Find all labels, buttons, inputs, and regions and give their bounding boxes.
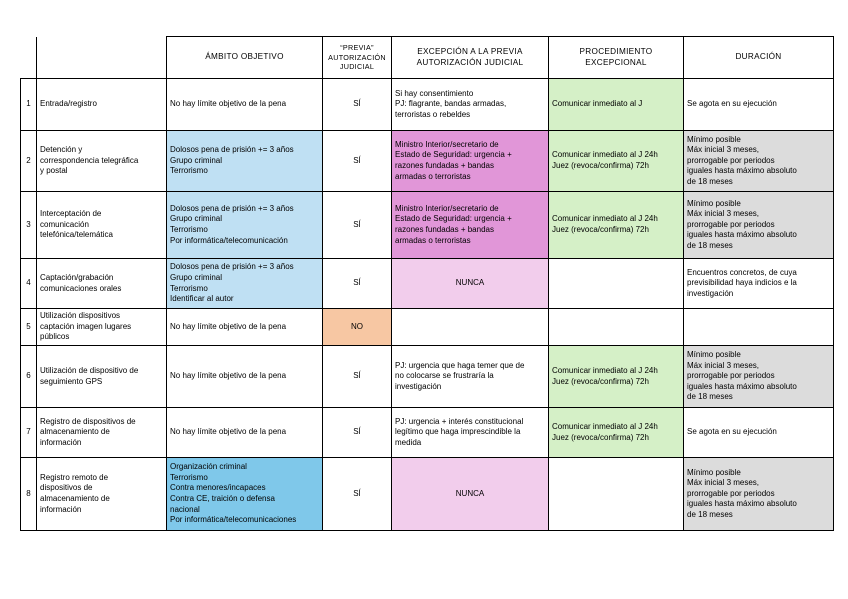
blank-header-cell (37, 37, 167, 79)
previa-cell: SÍ (323, 79, 392, 131)
header-procedimiento: PROCEDIMIENTO EXCEPCIONAL (549, 37, 684, 79)
table-row (21, 79, 834, 131)
excepcion-cell: NUNCA (392, 458, 549, 531)
excepcion-cell: NUNCA (392, 259, 549, 309)
medida-cell: Entrada/registro (37, 79, 167, 131)
procedimiento-cell (549, 259, 684, 309)
table-row (21, 458, 834, 531)
duracion-cell: Mínimo posible Máx inicial 3 meses, prorrogable por periodos iguales hasta máximo absoluto de 18 meses (684, 131, 834, 192)
excepcion-cell: PJ: urgencia que haga temer que de no colocarse se frustraría la investigación (392, 346, 549, 408)
medida-cell: Captación/grabación comunicaciones orales (37, 259, 167, 309)
medida-cell: Utilización de dispositivo de seguimiento GPS (37, 346, 167, 408)
medida-cell: Registro remoto de dispositivos de almacenamiento de información (37, 458, 167, 531)
procedimiento-cell: Comunicar inmediato al J 24h Juez (revoca/confirma) 72h (549, 192, 684, 259)
previa-cell: SÍ (323, 192, 392, 259)
table-row (21, 309, 834, 346)
excepcion-cell: PJ: urgencia + interés constitucional legítimo que haga imprescindible la medida (392, 408, 549, 458)
ambito-cell: No hay límite objetivo de la pena (167, 346, 323, 408)
excepcion-cell: Ministro Interior/secretario de Estado de Seguridad: urgencia + razones fundadas + bandas armadas o terroristas (392, 131, 549, 192)
ambito-cell: Organización criminal Terrorismo Contra menores/incapaces Contra CE, traición o defensa nacional Por informática/telecomunicaciones (167, 458, 323, 531)
previa-cell: SÍ (323, 408, 392, 458)
excepcion-cell (392, 309, 549, 346)
previa-cell: SÍ (323, 458, 392, 531)
ambito-cell: Dolosos pena de prisión += 3 años Grupo criminal Terrorismo (167, 131, 323, 192)
table-row (21, 259, 834, 309)
duracion-cell: Se agota en su ejecución (684, 408, 834, 458)
medida-cell: Interceptación de comunicación telefónica/telemática (37, 192, 167, 259)
ambito-cell: No hay límite objetivo de la pena (167, 309, 323, 346)
row-number: 4 (21, 259, 37, 309)
previa-cell: SÍ (323, 259, 392, 309)
procedimiento-cell: Comunicar inmediato al J 24h Juez (revoca/confirma) 72h (549, 346, 684, 408)
table-row (21, 131, 834, 192)
ambito-cell: Dolosos pena de prisión += 3 años Grupo criminal Terrorismo Por informática/telecomunicación (167, 192, 323, 259)
medida-cell: Utilización dispositivos captación imagen lugares públicos (37, 309, 167, 346)
header-excepcion: EXCEPCIÓN A LA PREVIA AUTORIZACIÓN JUDICIAL (392, 37, 549, 79)
ambito-cell: No hay límite objetivo de la pena (167, 408, 323, 458)
duracion-cell: Mínimo posible Máx inicial 3 meses, prorrogable por periodos iguales hasta máximo absoluto de 18 meses (684, 346, 834, 408)
procedimiento-cell (549, 309, 684, 346)
procedimiento-cell: Comunicar inmediato al J 24h Juez (revoca/confirma) 72h (549, 131, 684, 192)
header-ambito: ÁMBITO OBJETIVO (167, 37, 323, 79)
procedimiento-cell (549, 458, 684, 531)
header-row (21, 37, 834, 79)
medida-cell: Detención y correspondencia telegráfica y postal (37, 131, 167, 192)
excepcion-cell: Si hay consentimiento PJ: flagrante, bandas armadas, terroristas o rebeldes (392, 79, 549, 131)
comparison-table (20, 36, 834, 531)
table-row (21, 408, 834, 458)
procedimiento-cell: Comunicar inmediato al J (549, 79, 684, 131)
duracion-cell: Mínimo posible Máx inicial 3 meses, prorrogable por periodos iguales hasta máximo absoluto de 18 meses (684, 458, 834, 531)
previa-cell: SÍ (323, 131, 392, 192)
header-previa: “PREVIA” AUTORIZACIÓN JUDICIAL (323, 37, 392, 79)
row-number: 5 (21, 309, 37, 346)
table-row (21, 192, 834, 259)
medida-cell: Registro de dispositivos de almacenamiento de información (37, 408, 167, 458)
procedimiento-cell: Comunicar inmediato al J 24h Juez (revoca/confirma) 72h (549, 408, 684, 458)
row-number: 1 (21, 79, 37, 131)
row-number: 6 (21, 346, 37, 408)
ambito-cell: Dolosos pena de prisión += 3 años Grupo criminal Terrorismo Identificar al autor (167, 259, 323, 309)
excepcion-cell: Ministro Interior/secretario de Estado de Seguridad: urgencia + razones fundadas + bandas armadas o terroristas (392, 192, 549, 259)
header-duracion: DURACIÓN (684, 37, 834, 79)
duracion-cell: Mínimo posible Máx inicial 3 meses, prorrogable por periodos iguales hasta máximo absoluto de 18 meses (684, 192, 834, 259)
duracion-cell (684, 309, 834, 346)
ambito-cell: No hay límite objetivo de la pena (167, 79, 323, 131)
previa-cell: NO (323, 309, 392, 346)
table-row (21, 346, 834, 408)
row-number: 7 (21, 408, 37, 458)
blank-header-cell (21, 37, 37, 79)
row-number: 8 (21, 458, 37, 531)
previa-cell: SÍ (323, 346, 392, 408)
row-number: 2 (21, 131, 37, 192)
duracion-cell: Se agota en su ejecución (684, 79, 834, 131)
row-number: 3 (21, 192, 37, 259)
duracion-cell: Encuentros concretos, de cuya previsibilidad haya indicios e la investigación (684, 259, 834, 309)
